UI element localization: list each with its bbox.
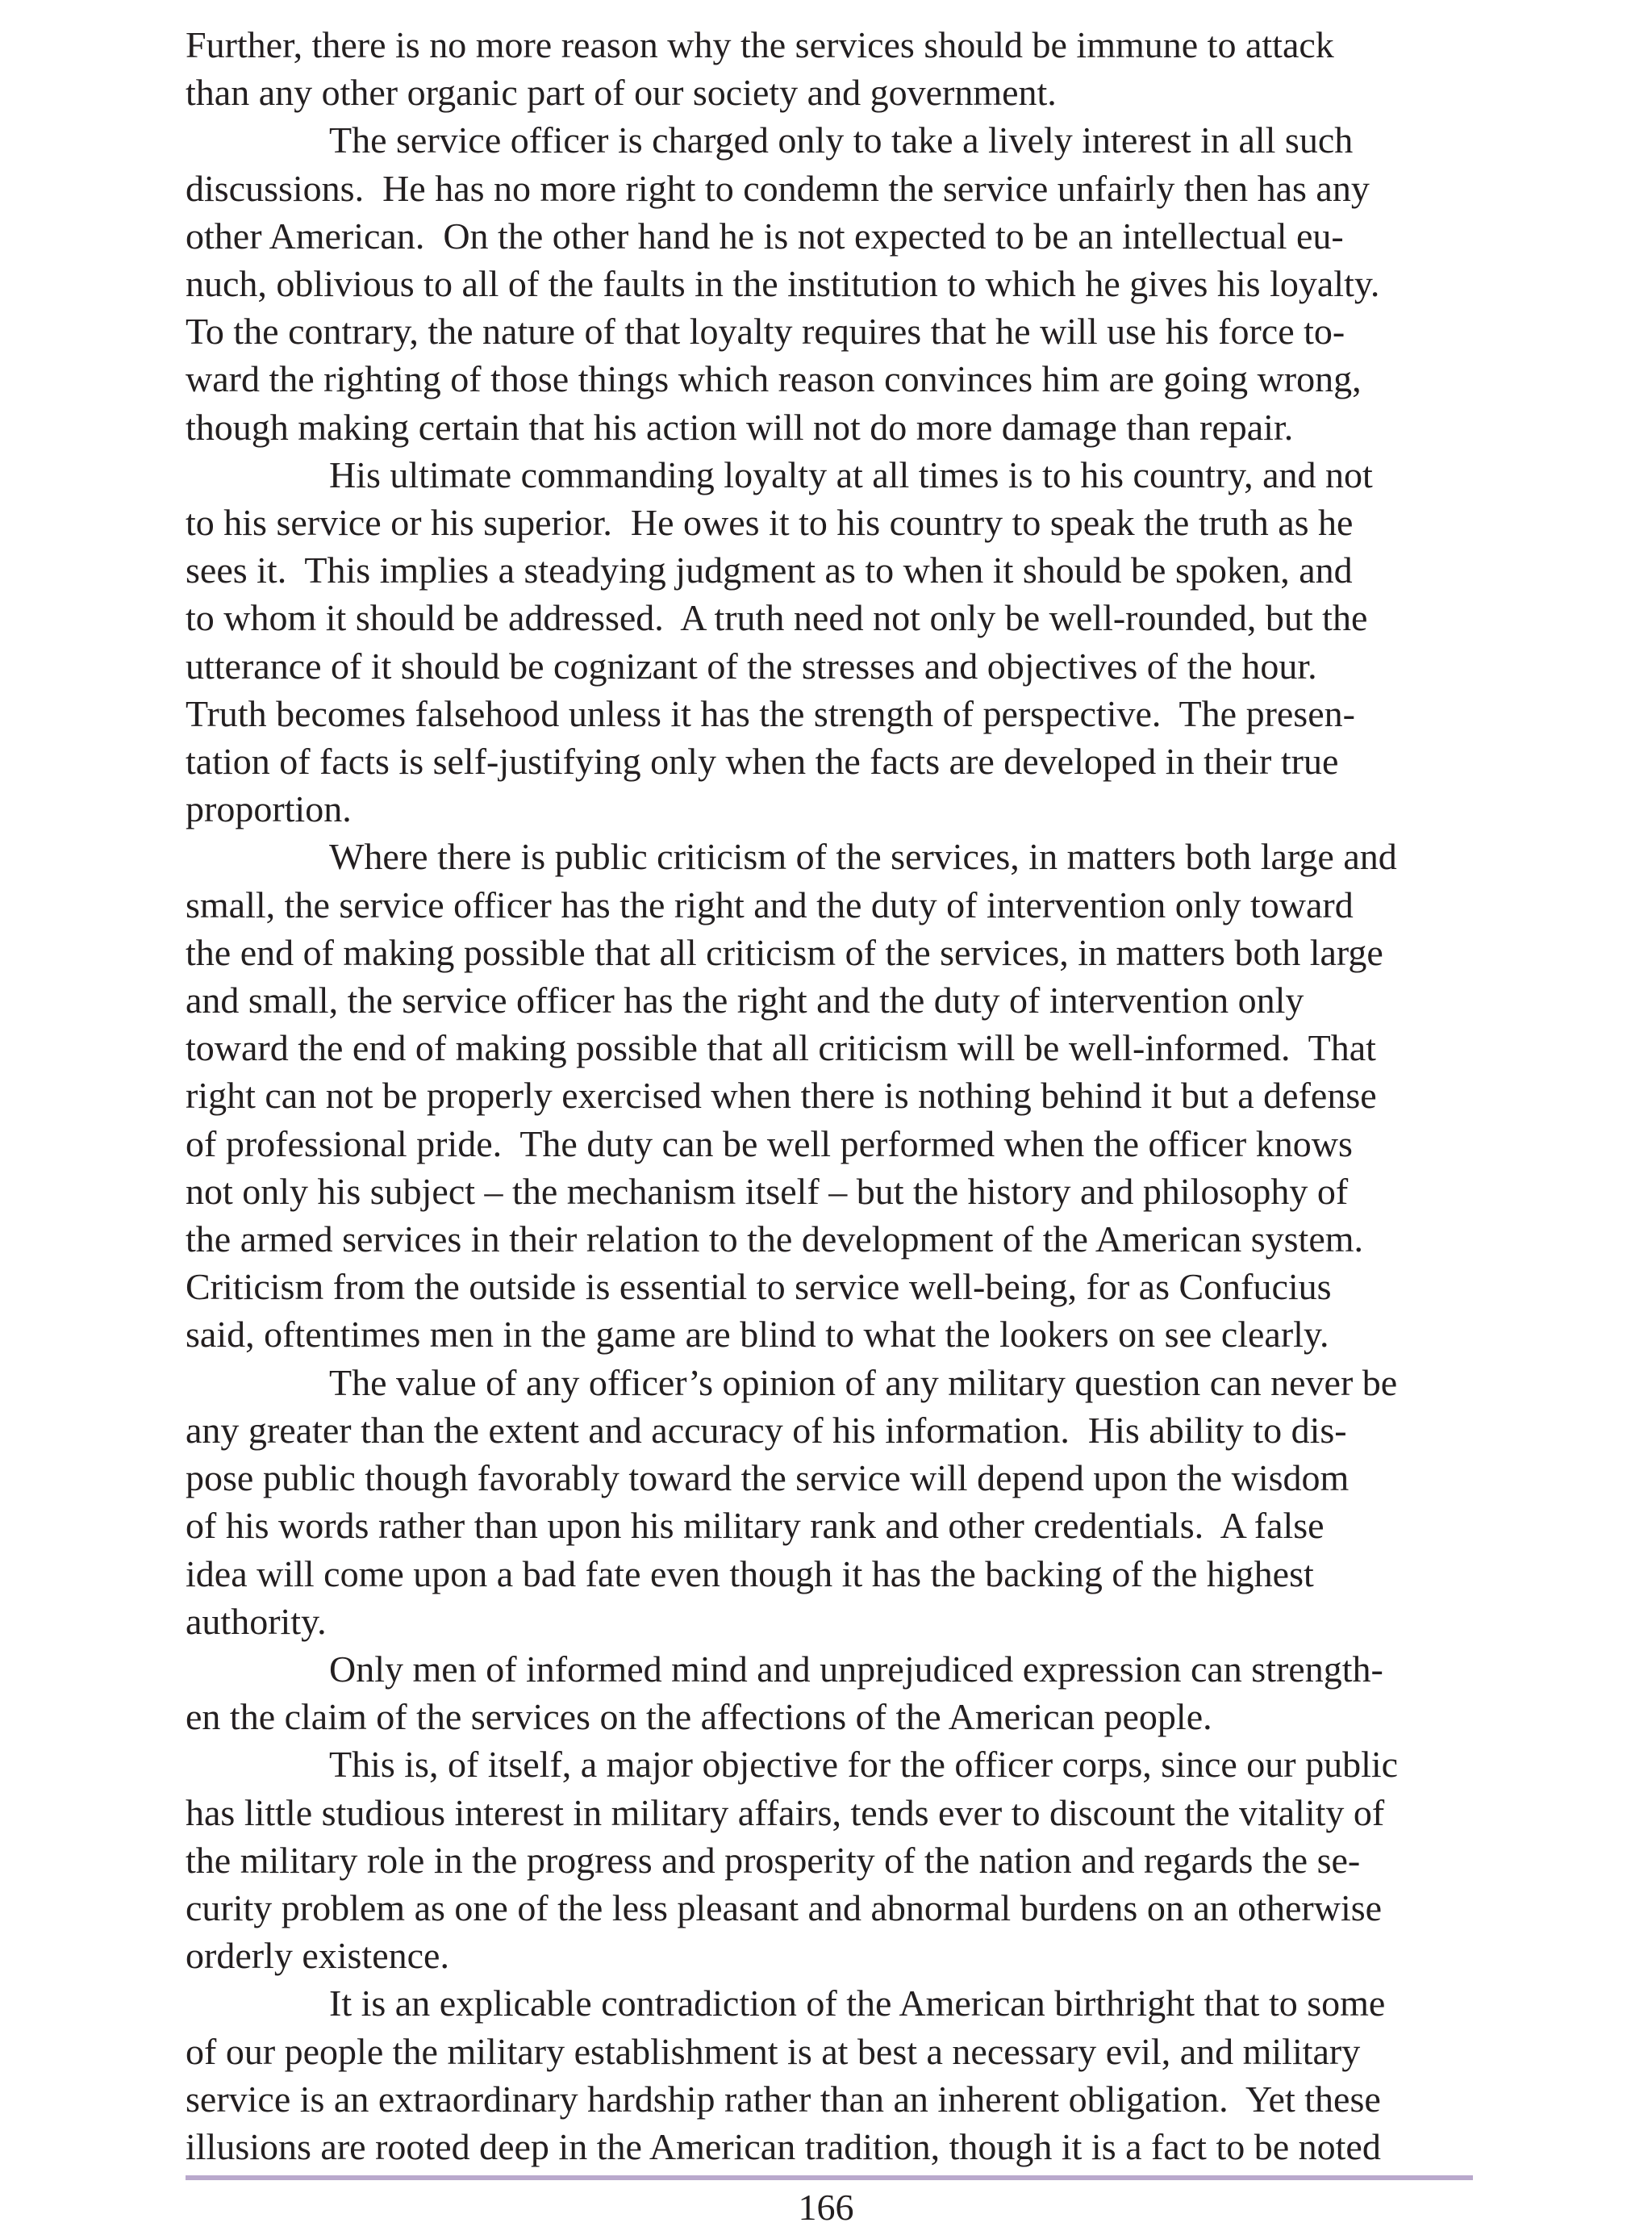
- text-line: Further, there is no more reason why the services should be immune to attack: [186, 24, 1334, 65]
- text-line: curity problem as one of the less pleasant and abnormal burdens on an otherwise: [186, 1886, 1383, 1928]
- text-line: en the claim of the services on the affections of the American people.: [186, 1696, 1212, 1738]
- text-line: pose public though favorably toward the service will depend upon the wisdom: [186, 1457, 1350, 1499]
- paragraph-first-line: This is, of itself, a major objective for the officer corps, since our public: [329, 1744, 1399, 1786]
- text-line: proportion.: [186, 788, 352, 830]
- paragraph-first-line: The value of any officer’s opinion of any military question can never be: [329, 1361, 1398, 1403]
- text-line: Criticism from the outside is essential to service well-being, for as Confucius: [186, 1266, 1332, 1308]
- text-line: though making certain that his action will not do more damage than repair.: [186, 406, 1294, 448]
- paragraph-first-line: It is an explicable contradiction of the American birthright that to some: [329, 1982, 1386, 2024]
- text-line: said, oftentimes men in the game are blind to what the lookers on see clearly.: [186, 1314, 1329, 1356]
- text-line: discussions. He has no more right to condemn the service unfairly then has any: [186, 167, 1370, 209]
- text-line: ward the righting of those things which reason convinces him are going wrong,: [186, 358, 1362, 400]
- text-line: sees it. This implies a steadying judgment as to when it should be spoken, and: [186, 549, 1353, 591]
- text-line: utterance of it should be cognizant of the stresses and objectives of the hour.: [186, 645, 1317, 687]
- text-line: to his service or his superior. He owes it to his country to speak the truth as he: [186, 502, 1354, 544]
- text-line: To the contrary, the nature of that loyalty requires that he will use his force to-: [186, 311, 1345, 353]
- text-line: toward the end of making possible that all criticism will be well-informed. That: [186, 1027, 1376, 1069]
- text-line: small, the service officer has the right and the duty of intervention only toward: [186, 884, 1354, 925]
- text-line: idea will come upon a bad fate even though it has the backing of the highest: [186, 1552, 1314, 1594]
- text-line: service is an extraordinary hardship rather than an inherent obligation. Yet these: [186, 2078, 1381, 2120]
- text-line: of professional pride. The duty can be well performed when the officer knows: [186, 1122, 1353, 1164]
- text-line: the military role in the progress and prosperity of the nation and regards the se-: [186, 1839, 1361, 1881]
- text-line: not only his subject – the mechanism itself – but the history and philosophy of: [186, 1170, 1349, 1212]
- text-line: Truth becomes falsehood unless it has the strength of perspective. The presen-: [186, 692, 1355, 734]
- paragraph-first-line: The service officer is charged only to take a lively interest in all such: [329, 119, 1354, 161]
- text-line: other American. On the other hand he is not expected to be an intellectual eu-: [186, 215, 1344, 257]
- paragraph-first-line: Where there is public criticism of the services, in matters both large and: [329, 836, 1397, 878]
- paragraph-first-line: His ultimate commanding loyalty at all times is to his country, and not: [329, 453, 1373, 495]
- text-line: orderly existence.: [186, 1935, 449, 1977]
- text-line: to whom it should be addressed. A truth need not only be well-rounded, but the: [186, 597, 1368, 639]
- text-line: than any other organic part of our society and government.: [186, 72, 1057, 114]
- text-line: the armed services in their relation to the development of the American system.: [186, 1218, 1364, 1260]
- text-line: authority.: [186, 1600, 327, 1642]
- text-line: of our people the military establishment is at best a necessary evil, and military: [186, 2030, 1361, 2072]
- footer-rule: [186, 2175, 1473, 2180]
- paragraph-first-line: Only men of informed mind and unprejudiced expression can strength-: [329, 1648, 1383, 1690]
- text-line: the end of making possible that all criticism of the services, in matters both large: [186, 931, 1383, 973]
- text-line: nuch, oblivious to all of the faults in the institution to which he gives his loyalty.: [186, 263, 1380, 305]
- body-text: [186, 21, 1476, 2170]
- text-line: of his words rather than upon his military rank and other credentials. A false: [186, 1505, 1325, 1547]
- text-line: any greater than the extent and accuracy of his information. His ability to dis-: [186, 1409, 1347, 1451]
- text-line: tation of facts is self-justifying only when the facts are developed in their true: [186, 741, 1339, 783]
- page-number: 166: [798, 2187, 854, 2228]
- text-line: right can not be properly exercised when there is nothing behind it but a defense: [186, 1075, 1377, 1117]
- text-line: and small, the service officer has the right and the duty of intervention only: [186, 980, 1304, 1021]
- text-line: illusions are rooted deep in the American tradition, though it is a fact to be noted: [186, 2125, 1381, 2167]
- text-line: has little studious interest in military affairs, tends ever to discount the vitality of: [186, 1791, 1385, 1833]
